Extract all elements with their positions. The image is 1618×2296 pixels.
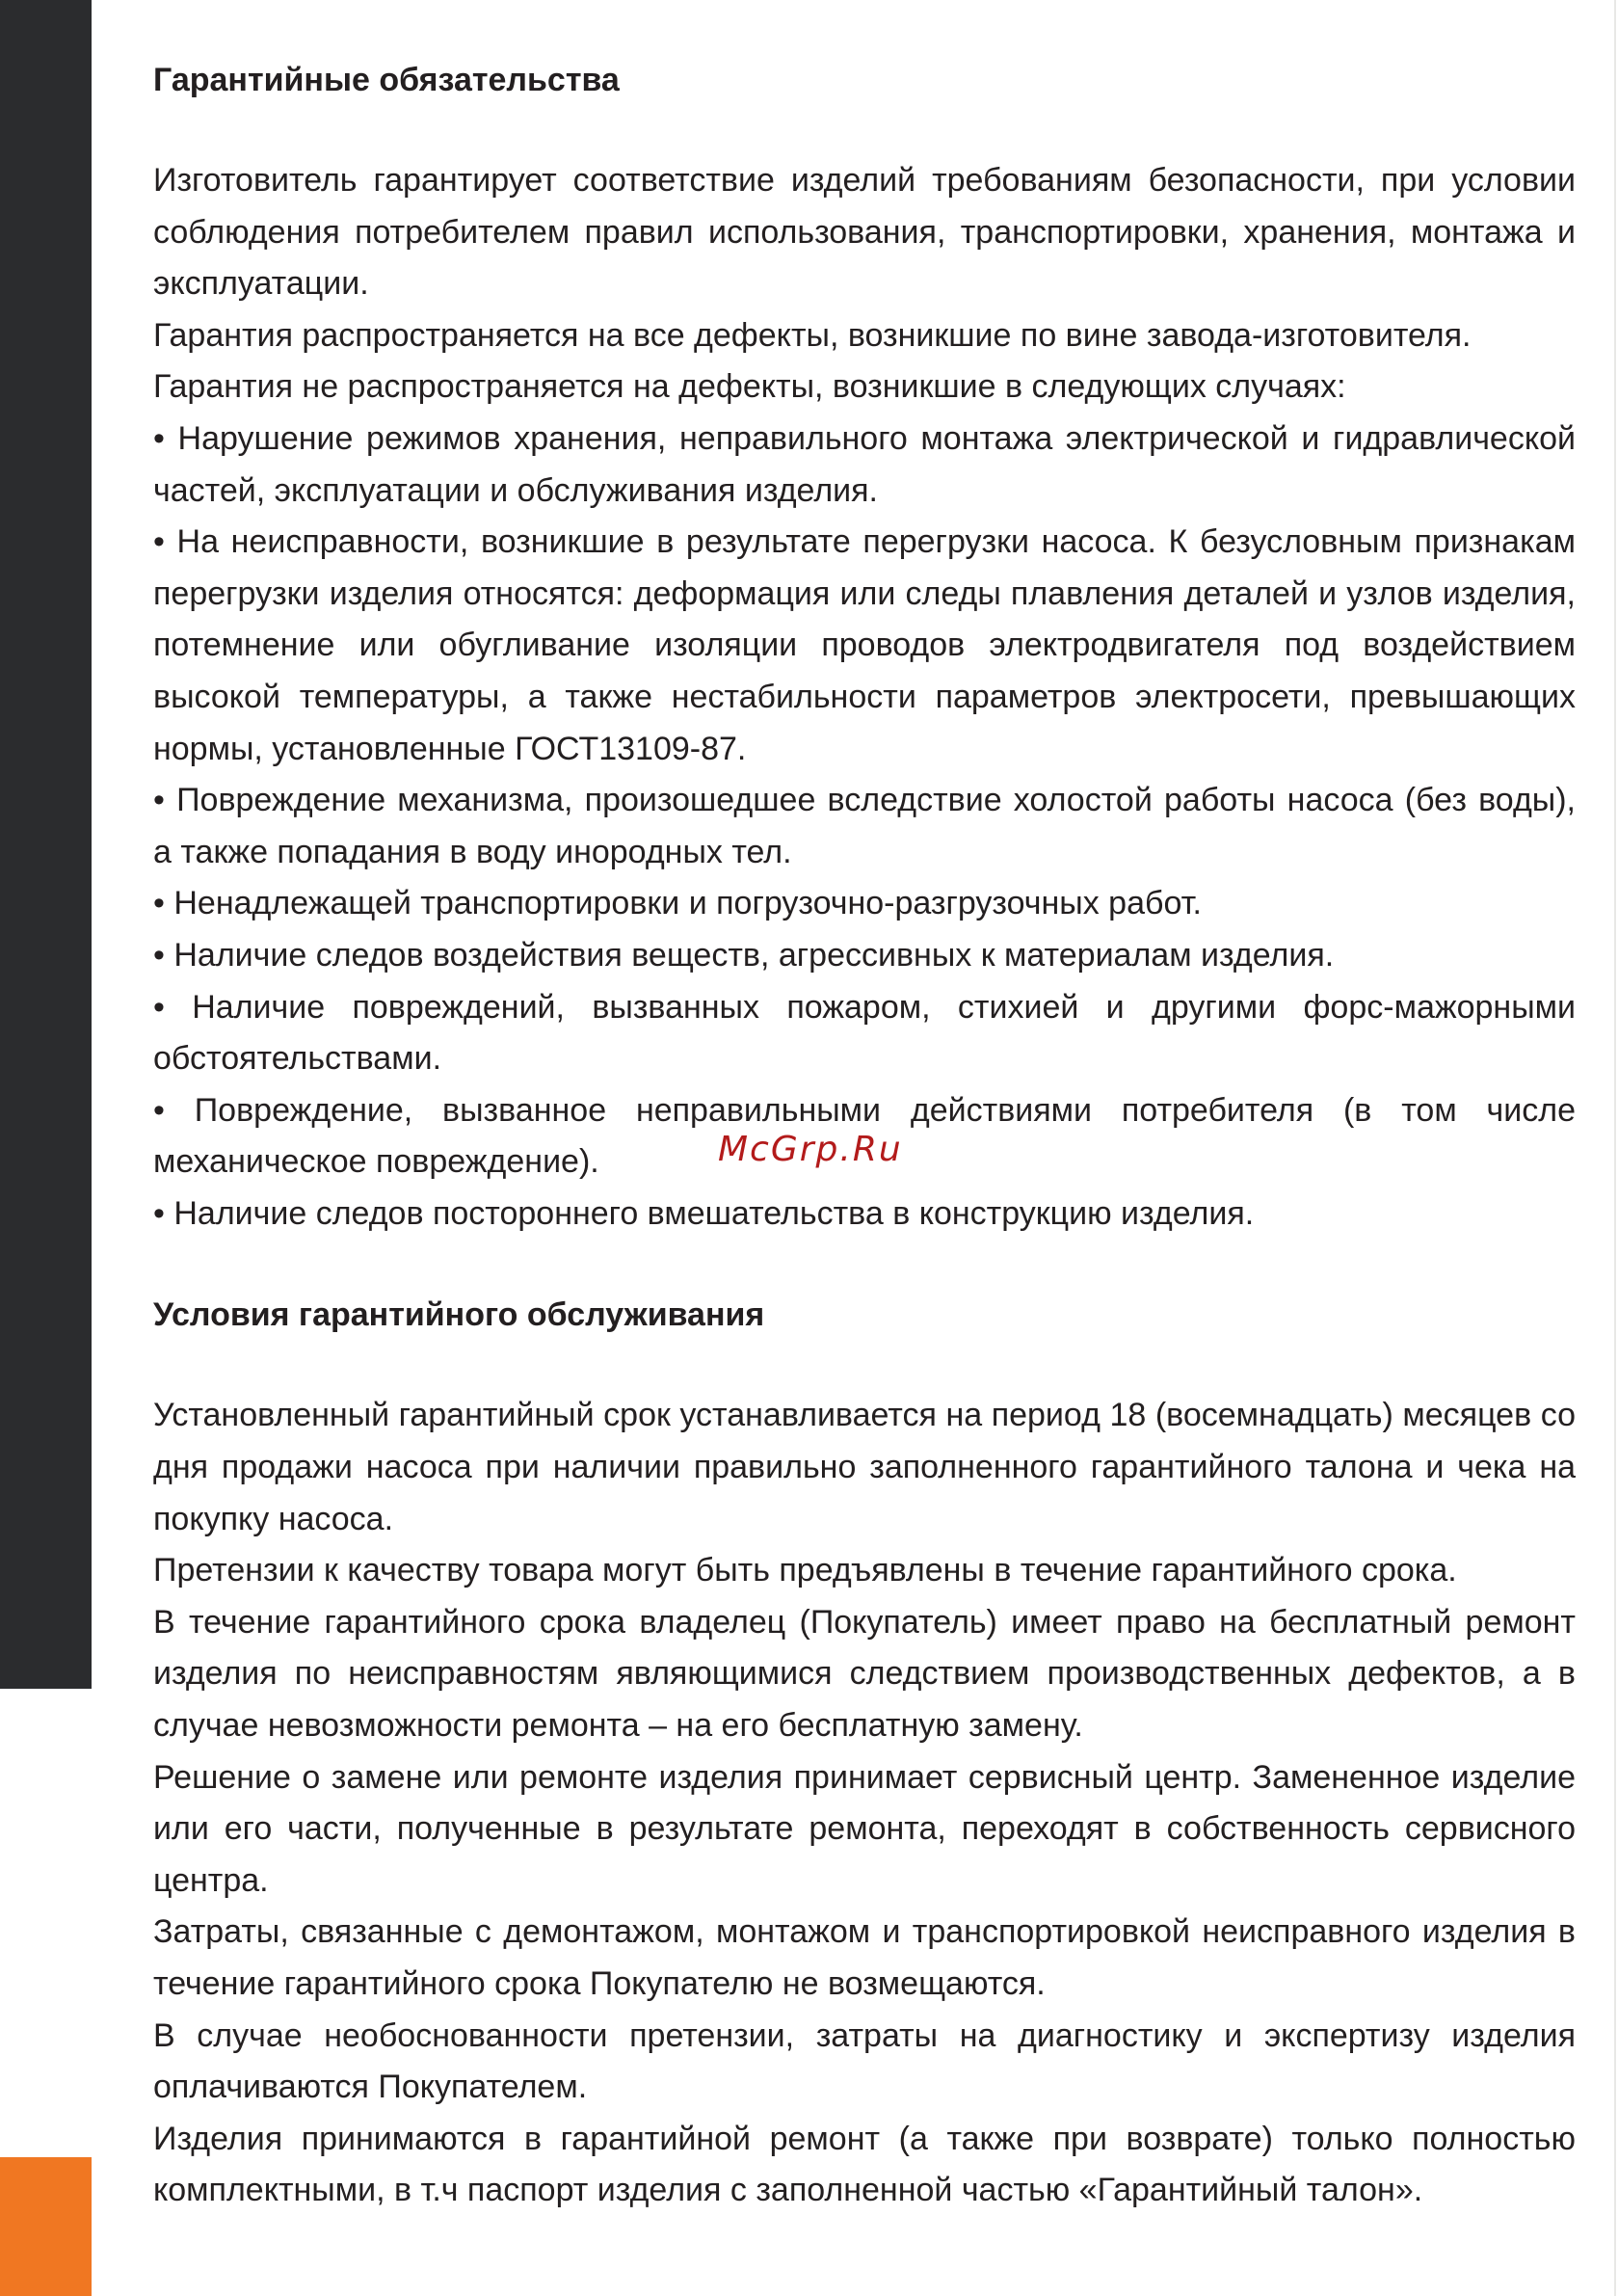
- paragraph: В случае необоснованности претензии, затраты на диагностику и экспертизу изделия оплачиваются Покупателем.: [153, 2016, 1576, 2106]
- paragraph: Гарантия не распространяется на дефекты, возникшие в следующих случаях:: [153, 368, 1346, 406]
- right-edge-line: [1614, 0, 1616, 2296]
- paragraph: Затраты, связанные с демонтажом, монтажом и транспортировкой неисправного изделия в течение гарантийного срока Покупателю не возмещаются.: [153, 1913, 1576, 2002]
- list-item: • Повреждение механизма, произошедшее вследствие холостой работы насоса (без воды), а также попадания в воду инородных тел.: [153, 782, 1576, 870]
- side-bar-orange: [0, 2157, 92, 2296]
- watermark: McGrp.Ru: [718, 1130, 903, 1169]
- paragraph: Решение о замене или ремонте изделия принимает сервисный центр. Замененное изделие или его части, полученные в результате ремонта, переходят в собственность сервисного центра.: [153, 1758, 1576, 1899]
- list-item: • Наличие повреждений, вызванных пожаром, стихией и другими форс-мажорными обстоятельствами.: [153, 988, 1576, 1078]
- paragraph: Гарантия распространяется на все дефекты, возникшие по вине завода-изготовителя.: [153, 316, 1472, 354]
- paragraph: Изделия принимаются в гарантийной ремонт (а также при возврате) только полностью комплектными, в т.ч паспорт изделия с заполненной частью «Гарантийный талон».: [153, 2120, 1576, 2209]
- list-item: • Ненадлежащей транспортировки и погрузочно-разгрузочных работ.: [153, 885, 1202, 922]
- list-item: • Наличие следов постороннего вмешательства в конструкцию изделия.: [153, 1194, 1255, 1232]
- paragraph: Претензии к качеству товара могут быть предъявлены в течение гарантийного срока.: [153, 1552, 1457, 1589]
- paragraph: Изготовитель гарантирует соответствие изделий требованиям безопасности, при условии соблюдения потребителем правил использования, транспортировки, хранения, монтажа и эксплуатации.: [153, 162, 1576, 303]
- section-title-warranty: Гарантийные обязательства: [153, 62, 620, 98]
- paragraph: В течение гарантийного срока владелец (Покупатель) имеет право на бесплатный ремонт изделия по неисправностям являющимися следствием производственных дефектов, а в случае невозможности ремонта – на его бесплатную замену.: [153, 1603, 1576, 1745]
- list-item: • Наличие следов воздействия веществ, агрессивных к материалам изделия.: [153, 936, 1335, 974]
- list-item: • На неисправности, возникшие в результате перегрузки насоса. К безусловным признакам перегрузки изделия относятся: деформация или следы плавления деталей и узлов изделия, потемнение или обугливание изоляции проводов электродвигателя под воздействием высокой температуры, а также нестабильности параметров электросети, превышающих нормы, установленные ГОСТ13109-87.: [153, 523, 1576, 767]
- section-title-service-conditions: Условия гарантийного обслуживания: [153, 1296, 765, 1334]
- list-item: • Нарушение режимов хранения, неправильного монтажа электрической и гидравлической частей, эксплуатации и обслуживания изделия.: [153, 419, 1576, 509]
- list-item: • Повреждение, вызванное неправильными действиями потребителя (в том числе механическое повреждение).: [153, 1091, 1576, 1181]
- side-bar-dark: [0, 0, 92, 1689]
- paragraph: Установленный гарантийный срок устанавливается на период 18 (восемнадцать) месяцев со дня продажи насоса при наличии правильно заполненного гарантийного талона и чека на покупку насоса.: [153, 1397, 1576, 1537]
